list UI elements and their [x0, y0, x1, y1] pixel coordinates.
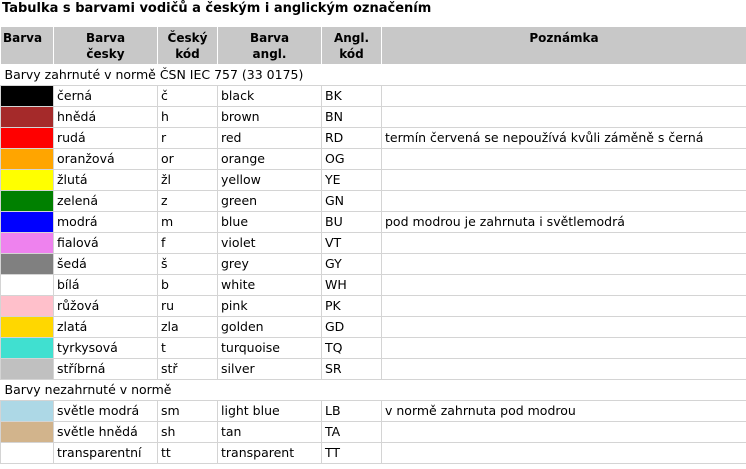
- code-cz: m: [158, 212, 218, 233]
- color-swatch: [1, 191, 53, 211]
- color-swatch: [1, 422, 53, 442]
- color-swatch: [1, 359, 53, 379]
- color-name-cz: bílá: [54, 275, 158, 296]
- color-swatch-cell: [1, 149, 54, 170]
- table-row: [1, 317, 746, 338]
- code-en: GD: [322, 317, 382, 338]
- table-row: [1, 359, 746, 380]
- color-swatch: [1, 233, 53, 253]
- code-en: BN: [322, 107, 382, 128]
- table-row: [1, 212, 746, 233]
- code-en: GY: [322, 254, 382, 275]
- color-swatch: [1, 443, 53, 463]
- column-header: [218, 27, 322, 65]
- code-cz: č: [158, 86, 218, 107]
- color-swatch: [1, 401, 53, 421]
- color-swatch-cell: [1, 422, 54, 443]
- color-swatch-cell: [1, 275, 54, 296]
- code-en: LB: [322, 401, 382, 422]
- color-swatch-cell: [1, 317, 54, 338]
- table-row: [1, 233, 746, 254]
- color-name-en: transparent: [218, 443, 322, 464]
- note: [382, 86, 746, 107]
- color-name-en: turquoise: [218, 338, 322, 359]
- code-cz: or: [158, 149, 218, 170]
- column-header-line: angl.: [252, 47, 287, 61]
- note: v normě zahrnuta pod modrou: [382, 401, 746, 422]
- column-header-line: Angl.: [333, 31, 370, 45]
- color-name-cz: tyrkysová: [54, 338, 158, 359]
- note: [382, 422, 746, 443]
- column-header-line: Poznámka: [529, 31, 599, 45]
- color-name-en: pink: [218, 296, 322, 317]
- column-header-line: česky: [86, 47, 125, 61]
- color-name-cz: zlatá: [54, 317, 158, 338]
- group-label: Barvy nezahrnuté v normě: [1, 380, 746, 401]
- color-swatch-cell: [1, 296, 54, 317]
- code-cz: ru: [158, 296, 218, 317]
- group-row: [1, 65, 746, 86]
- color-name-cz: světle modrá: [54, 401, 158, 422]
- table-row: [1, 86, 746, 107]
- code-en: VT: [322, 233, 382, 254]
- color-name-en: grey: [218, 254, 322, 275]
- color-name-cz: růžová: [54, 296, 158, 317]
- note: [382, 233, 746, 254]
- table-row: [1, 443, 746, 464]
- color-swatch-cell: [1, 443, 54, 464]
- code-cz: t: [158, 338, 218, 359]
- color-swatch-cell: [1, 212, 54, 233]
- column-header-line: Barva: [249, 31, 290, 45]
- column-header-line: Barva: [3, 31, 43, 45]
- color-swatch-cell: [1, 191, 54, 212]
- color-swatch: [1, 338, 53, 358]
- color-swatch-cell: [1, 233, 54, 254]
- column-header-line: Český: [167, 31, 208, 45]
- color-name-en: silver: [218, 359, 322, 380]
- color-name-cz: rudá: [54, 128, 158, 149]
- note: [382, 149, 746, 170]
- code-cz: sh: [158, 422, 218, 443]
- color-name-cz: stříbrná: [54, 359, 158, 380]
- color-name-cz: světle hnědá: [54, 422, 158, 443]
- table-row: [1, 170, 746, 191]
- wire-color-table: [0, 26, 746, 464]
- color-swatch-cell: [1, 128, 54, 149]
- color-swatch: [1, 212, 53, 232]
- table-row: [1, 191, 746, 212]
- code-en: GN: [322, 191, 382, 212]
- note: [382, 317, 746, 338]
- color-swatch: [1, 86, 53, 106]
- color-swatch-cell: [1, 86, 54, 107]
- table-row: [1, 107, 746, 128]
- note: [382, 254, 746, 275]
- color-swatch: [1, 149, 53, 169]
- color-swatch: [1, 170, 53, 190]
- color-swatch-cell: [1, 338, 54, 359]
- note: [382, 296, 746, 317]
- color-name-en: light blue: [218, 401, 322, 422]
- color-name-cz: zelená: [54, 191, 158, 212]
- color-swatch: [1, 296, 53, 316]
- page-title: Tabulka s barvami vodičů a českým i anglickým označením: [2, 1, 432, 16]
- code-en: TA: [322, 422, 382, 443]
- color-name-en: blue: [218, 212, 322, 233]
- code-cz: zla: [158, 317, 218, 338]
- code-en: TQ: [322, 338, 382, 359]
- color-name-en: white: [218, 275, 322, 296]
- color-name-cz: hnědá: [54, 107, 158, 128]
- color-name-cz: žlutá: [54, 170, 158, 191]
- table-row: [1, 275, 746, 296]
- note: [382, 107, 746, 128]
- color-swatch-cell: [1, 401, 54, 422]
- code-cz: š: [158, 254, 218, 275]
- code-en: TT: [322, 443, 382, 464]
- code-cz: h: [158, 107, 218, 128]
- code-en: RD: [322, 128, 382, 149]
- color-swatch: [1, 107, 53, 127]
- table-row: [1, 401, 746, 422]
- column-header: [1, 27, 54, 65]
- code-cz: b: [158, 275, 218, 296]
- table-row: [1, 296, 746, 317]
- column-header: [322, 27, 382, 65]
- code-en: YE: [322, 170, 382, 191]
- code-en: BK: [322, 86, 382, 107]
- note: [382, 359, 746, 380]
- code-en: BU: [322, 212, 382, 233]
- table-row: [1, 128, 746, 149]
- color-name-en: golden: [218, 317, 322, 338]
- color-name-en: brown: [218, 107, 322, 128]
- table-row: [1, 338, 746, 359]
- color-swatch-cell: [1, 170, 54, 191]
- note: [382, 443, 746, 464]
- note: termín červená se nepoužívá kvůli záměně s černá: [382, 128, 746, 149]
- code-en: WH: [322, 275, 382, 296]
- column-header: [158, 27, 218, 65]
- table-body: [1, 65, 746, 464]
- color-name-cz: šedá: [54, 254, 158, 275]
- code-cz: r: [158, 128, 218, 149]
- color-name-cz: oranžová: [54, 149, 158, 170]
- color-swatch: [1, 275, 53, 295]
- table-row: [1, 149, 746, 170]
- color-name-en: violet: [218, 233, 322, 254]
- code-cz: žl: [158, 170, 218, 191]
- code-en: SR: [322, 359, 382, 380]
- color-name-en: tan: [218, 422, 322, 443]
- color-swatch-cell: [1, 254, 54, 275]
- column-header-line: kód: [175, 47, 200, 61]
- color-name-en: black: [218, 86, 322, 107]
- header-row: [1, 27, 746, 65]
- column-header: [382, 27, 746, 65]
- color-swatch-cell: [1, 359, 54, 380]
- group-row: [1, 380, 746, 401]
- code-en: PK: [322, 296, 382, 317]
- color-swatch-cell: [1, 107, 54, 128]
- code-cz: f: [158, 233, 218, 254]
- code-en: OG: [322, 149, 382, 170]
- color-swatch: [1, 128, 53, 148]
- note: [382, 275, 746, 296]
- column-header-line: Barva: [85, 31, 126, 45]
- code-cz: sm: [158, 401, 218, 422]
- color-name-en: yellow: [218, 170, 322, 191]
- color-name-cz: transparentní: [54, 443, 158, 464]
- note: [382, 191, 746, 212]
- color-swatch: [1, 317, 53, 337]
- color-name-en: red: [218, 128, 322, 149]
- code-cz: tt: [158, 443, 218, 464]
- group-label: Barvy zahrnuté v normě ČSN IEC 757 (33 0175): [1, 65, 746, 86]
- color-name-cz: černá: [54, 86, 158, 107]
- note: [382, 170, 746, 191]
- code-cz: stř: [158, 359, 218, 380]
- color-name-en: orange: [218, 149, 322, 170]
- color-name-cz: fialová: [54, 233, 158, 254]
- code-cz: z: [158, 191, 218, 212]
- table-row: [1, 422, 746, 443]
- color-swatch: [1, 254, 53, 274]
- color-name-cz: modrá: [54, 212, 158, 233]
- color-name-en: green: [218, 191, 322, 212]
- table-row: [1, 254, 746, 275]
- column-header-line: kód: [339, 47, 364, 61]
- note: [382, 338, 746, 359]
- note: pod modrou je zahrnuta i světlemodrá: [382, 212, 746, 233]
- column-header: [54, 27, 158, 65]
